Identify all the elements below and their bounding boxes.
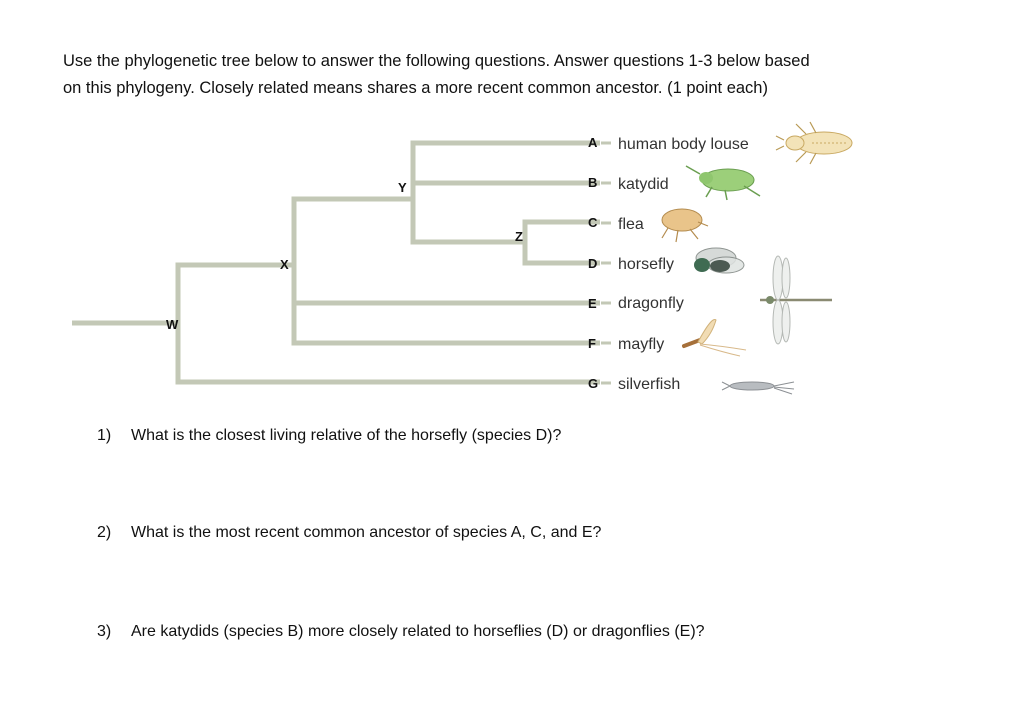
node-y-label: Y (398, 180, 407, 195)
taxon-a-name: human body louse (618, 136, 749, 153)
flea-icon (662, 209, 708, 242)
question-2-number: 2) (97, 524, 112, 541)
mayfly-icon (684, 319, 746, 356)
horsefly-icon (694, 248, 744, 273)
branch-w (178, 265, 600, 382)
tip-ticks (601, 143, 611, 383)
taxon-g-name: silverfish (618, 376, 681, 393)
question-2 (97, 523, 601, 543)
tip-d-letter: D (588, 256, 598, 271)
branch-y (413, 143, 600, 242)
node-w-label: W (166, 317, 179, 332)
instructions-line-2: on this phylogeny. Closely related means shares a more recent common ancestor. (1 point each) (63, 79, 768, 97)
node-z-label: Z (515, 229, 523, 244)
question-2-text: What is the most recent common ancestor of species A, C, and E? (131, 524, 602, 541)
taxon-f-name: mayfly (618, 336, 665, 353)
question-1-text: What is the closest living relative of the horsefly (species D)? (131, 427, 562, 444)
tree-branches (72, 143, 600, 382)
taxon-c-name: flea (618, 216, 644, 233)
tip-f-letter: F (588, 336, 596, 351)
question-1-number: 1) (97, 427, 112, 444)
question-1 (97, 426, 561, 446)
question-3 (97, 622, 705, 642)
tip-e-letter: E (588, 296, 597, 311)
taxon-b-name: katydid (618, 176, 669, 193)
taxon-d-name: horsefly (618, 256, 675, 273)
tip-b-letter: B (588, 175, 598, 190)
katydid-icon (686, 166, 760, 200)
dragonfly-icon (760, 256, 832, 344)
silverfish-icon (722, 382, 794, 394)
question-3-number: 3) (97, 623, 112, 640)
node-x-label: X (280, 257, 289, 272)
taxon-e-name: dragonfly (618, 295, 684, 312)
question-3-text: Are katydids (species B) more closely related to horseflies (D) or dragonflies (E)? (131, 623, 705, 640)
tip-a-letter: A (588, 135, 598, 150)
tip-g-letter: G (588, 376, 599, 391)
louse-icon (776, 122, 852, 164)
instructions-line-1: Use the phylogenetic tree below to answer the following questions. Answer questions 1-3 below based (63, 52, 810, 70)
tip-c-letter: C (588, 215, 598, 230)
